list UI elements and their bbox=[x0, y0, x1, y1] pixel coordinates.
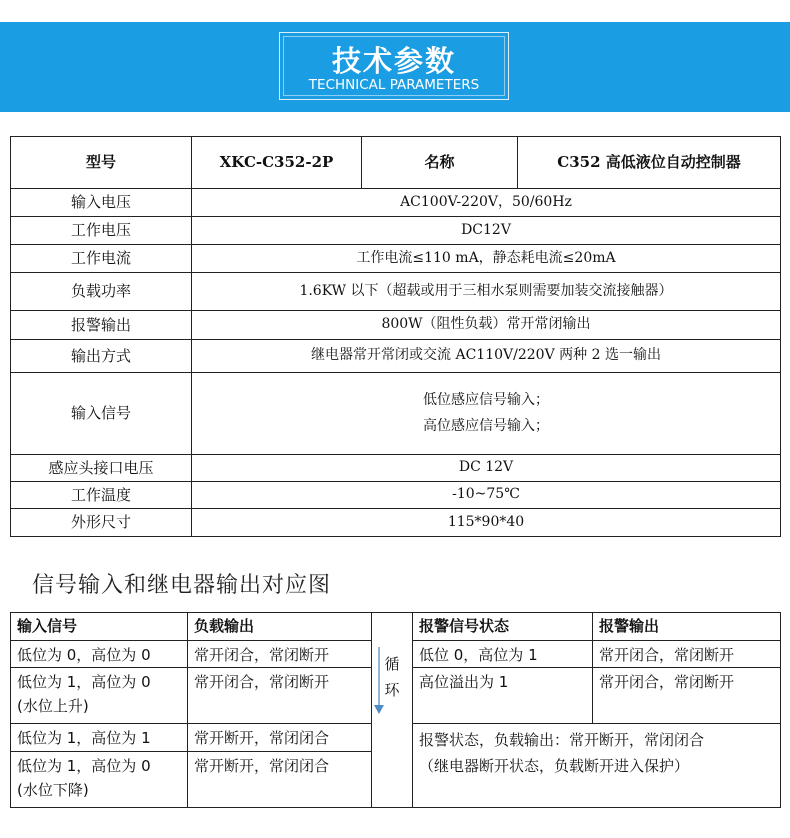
params-row bbox=[11, 340, 781, 373]
cycle-indicator bbox=[372, 641, 413, 808]
param-value: 800W（阻性负载）常开常闭输出 bbox=[192, 311, 781, 340]
param-label: 外形尺寸 bbox=[11, 509, 192, 537]
param-value: DC 12V bbox=[192, 455, 781, 482]
params-row bbox=[11, 455, 781, 482]
param-value: DC12V bbox=[192, 217, 781, 245]
params-row bbox=[11, 189, 781, 217]
param-label: 工作电压 bbox=[11, 217, 192, 245]
name-value: C352 高低液位自动控制器 bbox=[518, 137, 781, 189]
section-title: 信号输入和继电器输出对应图 bbox=[32, 573, 332, 598]
alarm-state-cell: 低位 0，高位为 1 bbox=[413, 641, 593, 668]
param-label: 输入电压 bbox=[11, 189, 192, 217]
param-label: 负载功率 bbox=[11, 273, 192, 311]
alarm-state-cell: 高位溢出为 1 bbox=[413, 668, 593, 724]
param-value: 继电器常开常闭或交流 AC110V/220V 两种 2 选一输出 bbox=[192, 340, 781, 373]
signal-header-row bbox=[11, 613, 781, 641]
input-signal-cell: 低位为 1，高位为 1 bbox=[11, 724, 188, 752]
alarm-note-line: 报警状态，负载输出：常开断开，常闭闭合 bbox=[419, 731, 705, 750]
header-load-output: 负载输出 bbox=[188, 613, 372, 641]
param-value bbox=[192, 373, 781, 455]
model-value: XKC-C352-2P bbox=[192, 137, 362, 189]
signal-relay-table bbox=[10, 612, 781, 808]
param-value: -10~75℃ bbox=[192, 482, 781, 509]
input-signal-text: 低位为 1，高位为 0 bbox=[17, 673, 151, 692]
params-header-row bbox=[11, 137, 781, 189]
load-output-cell: 常开断开，常闭闭合 bbox=[188, 752, 372, 808]
param-label: 报警输出 bbox=[11, 311, 192, 340]
table-row bbox=[11, 641, 781, 668]
input-signal-note: (水位上升) bbox=[17, 696, 89, 715]
load-output-cell: 常开闭合，常闭断开 bbox=[188, 668, 372, 724]
arrow-down-icon bbox=[374, 705, 384, 714]
param-label: 输入信号 bbox=[11, 373, 192, 455]
header-alarm-state: 报警信号状态 bbox=[413, 613, 593, 641]
input-signal-cell: 低位为 0，高位为 0 bbox=[11, 641, 188, 668]
input-signal-cell bbox=[11, 668, 188, 724]
params-row bbox=[11, 273, 781, 311]
parameters-table bbox=[10, 136, 781, 537]
params-row bbox=[11, 311, 781, 340]
alarm-note-line: （继电器断开状态，负载断开进入保护） bbox=[419, 757, 690, 776]
param-label: 工作温度 bbox=[11, 482, 192, 509]
cycle-label: 循环 bbox=[384, 654, 400, 699]
param-value: 1.6KW 以下（超载或用于三相水泵则需要加装交流接触器） bbox=[192, 273, 781, 311]
params-row bbox=[11, 482, 781, 509]
params-row bbox=[11, 509, 781, 537]
params-row bbox=[11, 245, 781, 273]
input-signal-cell bbox=[11, 752, 188, 808]
cycle-arrow-line bbox=[378, 647, 380, 709]
alarm-output-cell: 常开闭合，常闭断开 bbox=[593, 668, 781, 724]
header-alarm-output: 报警输出 bbox=[593, 613, 781, 641]
header-input-signal: 输入信号 bbox=[11, 613, 188, 641]
input-signal-note: (水位下降) bbox=[17, 780, 89, 799]
load-output-cell: 常开闭合，常闭断开 bbox=[188, 641, 372, 668]
input-signal-line: 高位感应信号输入； bbox=[423, 417, 549, 434]
name-label: 名称 bbox=[362, 137, 518, 189]
load-output-cell: 常开断开，常闭闭合 bbox=[188, 724, 372, 752]
param-label: 感应头接口电压 bbox=[11, 455, 192, 482]
input-signal-line: 低位感应信号输入； bbox=[423, 392, 549, 409]
banner-subtitle: TECHNICAL PARAMETERS bbox=[308, 77, 480, 93]
param-label: 工作电流 bbox=[11, 245, 192, 273]
banner-title: 技术参数 bbox=[331, 44, 456, 78]
params-row bbox=[11, 217, 781, 245]
param-label: 输出方式 bbox=[11, 340, 192, 373]
param-value: AC100V-220V，50/60Hz bbox=[192, 189, 781, 217]
params-row-input-signal bbox=[11, 373, 781, 455]
param-value: 115*90*40 bbox=[192, 509, 781, 537]
model-label: 型号 bbox=[11, 137, 192, 189]
cycle-gap bbox=[372, 613, 413, 641]
input-signal-text: 低位为 1，高位为 0 bbox=[17, 757, 151, 776]
alarm-note-cell bbox=[413, 724, 781, 808]
alarm-output-cell: 常开闭合，常闭断开 bbox=[593, 641, 781, 668]
banner-frame bbox=[279, 32, 509, 100]
header-banner bbox=[0, 22, 790, 112]
param-value: 工作电流≤110 mA，静态耗电流≤20mA bbox=[192, 245, 781, 273]
